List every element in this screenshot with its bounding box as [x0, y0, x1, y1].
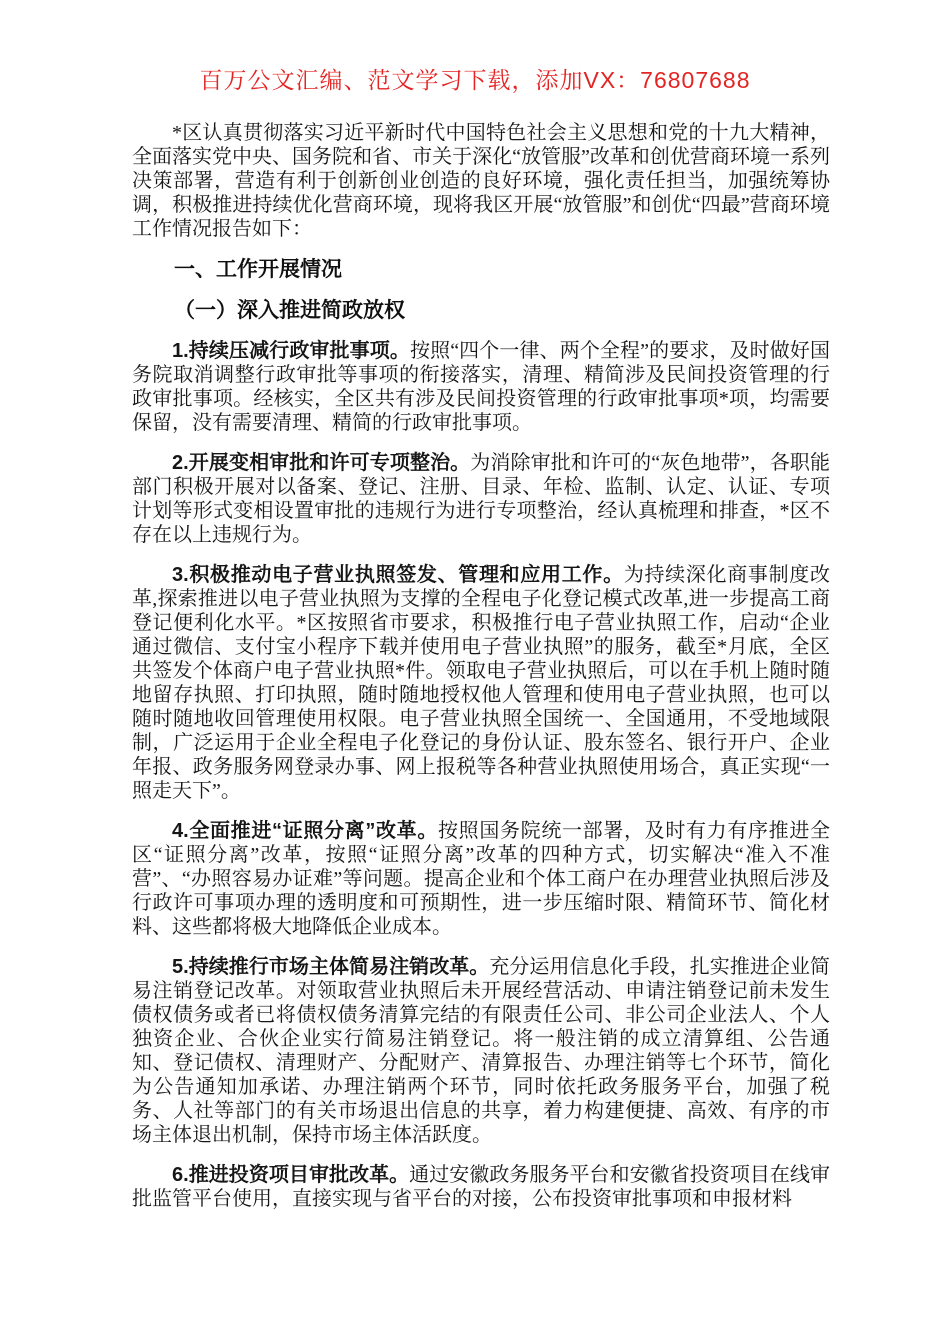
- subsection-1-heading: （一）深入推进简政放权: [174, 299, 405, 322]
- promo-header-text: 百万公文汇编、范文学习下载，添加VX：76807688: [199, 67, 751, 93]
- item-3-body: 为持续深化商事制度改革,探索推进以电子营业执照为支撑的全程电子化登记模式改革,进一步提高工商登记便利化水平。*区按照省市要求，积极推行电子营业执照工作，启动“企业通过微信、支付宝小程序下载并使用电子营业执照”的服务，截至*月底，全区共签发个体商户电子营业执照*件。领取电子营业执照后，可以在手机上随时随地留存执照、打印执照，随时随地授权他人管理和使用电子营业执照，也可以随时随地收回管理使用权限。电子营业执照全国统一、全国通用，不受地域限制，广泛运用于企业全程电子化登记的身份认证、股东签名、银行开户、企业年报、政务服务网登录办事、网上报税等各种营业执照使用场合，真正实现“一照走天下”。: [132, 564, 830, 802]
- item-paragraph-4: [132, 819, 830, 939]
- item-4-body: 按照国务院统一部署，及时有力有序推进全区“证照分离”改革，按照“证照分离”改革的四种方式，切实解决“准入不准营”、“办照容易办证难”等问题。提高企业和个体工商户在办理营业执照后涉及行政许可事项办理的透明度和可预期性，进一步压缩时限、精简环节、简化材料、这些都将极大地降低企业成本。: [132, 820, 831, 938]
- item-3-lead: 3.积极推动电子营业执照签发、管理和应用工作。: [172, 564, 624, 586]
- item-2-body: 为消除审批和许可的“灰色地带”，各职能部门积极开展对以备案、登记、注册、目录、年检、监制、认定、认证、专项计划等形式变相设置审批的违规行为进行专项整治，经认真梳理和排查，*区不存在以上违规行为。: [132, 452, 830, 546]
- item-paragraph-5: [132, 955, 830, 1147]
- item-5-body: 充分运用信息化手段，扎实推进企业简易注销登记改革。对领取营业执照后未开展经营活动、申请注销登记前未发生债权债务或者已将债权债务清算完结的有限责任公司、非公司企业法人、个人独资企业、合伙企业实行简易注销登记。将一般注销的成立清算组、公告通知、登记债权、清理财产、分配财产、清算报告、办理注销等七个环节，简化为公告通知加承诺、办理注销两个环节，同时依托政务服务平台，加强了税务、人社等部门的有关市场退出信息的共享，着力构建便捷、高效、有序的市场主体退出机制，保持市场主体活跃度。: [132, 956, 830, 1146]
- item-2-lead: 2.开展变相审批和许可专项整治。: [172, 452, 471, 474]
- item-5-lead: 5.持续推行市场主体简易注销改革。: [172, 956, 490, 978]
- item-paragraph-2: [132, 451, 830, 547]
- item-4-lead: 4.全面推进“证照分离”改革。: [172, 820, 439, 842]
- item-6-lead: 6.推进投资项目审批改革。: [172, 1164, 410, 1186]
- item-6-body: 通过安徽政务服务平台和安徽省投资项目在线审批监管平台使用，直接实现与省平台的对接，公布投资审批事项和申报材料: [132, 1164, 830, 1210]
- intro-paragraph: *区认真贯彻落实习近平新时代中国特色社会主义思想和党的十九大精神，全面落实党中央、国务院和省、市关于深化“放管服”改革和创优营商环境一系列决策部署，营造有利于创新创业创造的良好环境，强化责任担当，加强统筹协调，积极推进持续优化营商环境，现将我区开展“放管服”和创优“四最”营商环境工作情况报告如下：: [132, 122, 830, 240]
- item-paragraph-3: [132, 563, 830, 803]
- item-paragraph-1: [132, 339, 830, 435]
- item-1-lead: 1.持续压减行政审批事项。: [172, 340, 410, 362]
- item-paragraph-6: [132, 1163, 830, 1211]
- document-body: [132, 121, 830, 1211]
- item-1-body: 按照“四个一律、两个全程”的要求，及时做好国务院取消调整行政审批等事项的衔接落实，清理、精简涉及民间投资管理的行政审批事项。经核实，全区共有涉及民间投资管理的行政审批事项*项，均需要保留，没有需要清理、精简的行政审批事项。: [132, 340, 830, 434]
- section-1-heading: 一、工作开展情况: [174, 258, 342, 281]
